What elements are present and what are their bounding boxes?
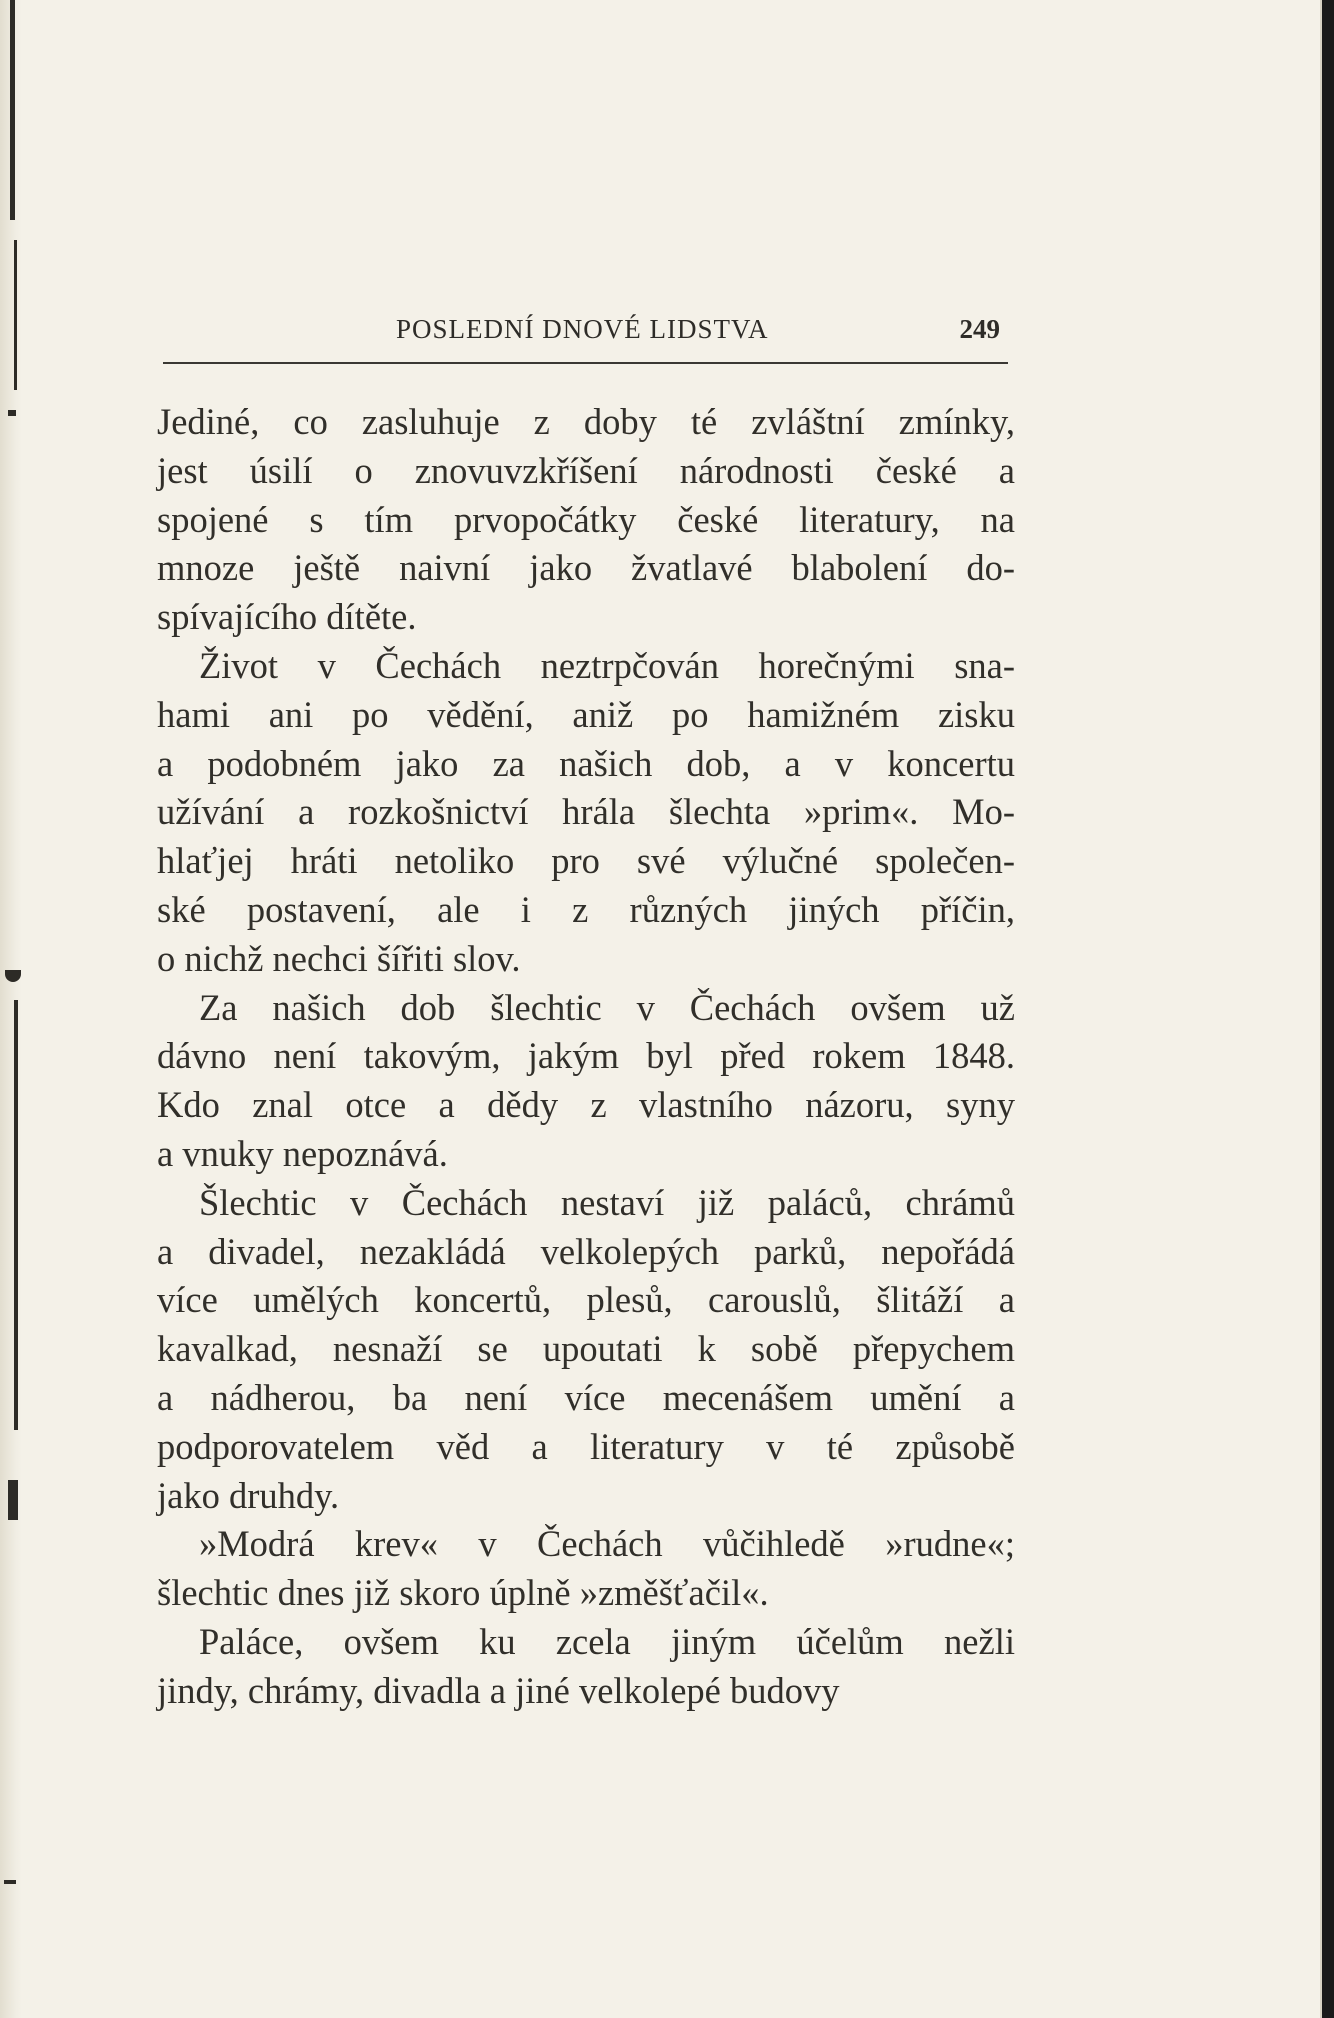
text-line: Život v Čechách neztrpčován horečnými sna- bbox=[198, 644, 1015, 686]
gutter-mark bbox=[8, 1480, 18, 1520]
running-head-title: POSLEDNÍ DNOVÉ LIDSTVA bbox=[396, 314, 769, 344]
text-line: jest úsilí o znovuvzkříšení národnosti české a bbox=[157, 449, 1015, 491]
paragraph bbox=[157, 642, 1015, 984]
text-line: a vnuky nepoznává. bbox=[157, 1132, 448, 1174]
text-line: více umělých koncertů, plesů, carouslů, šlitáží a bbox=[157, 1279, 1015, 1321]
text-line: ské postavení, ale i z různých jiných příčin, bbox=[157, 888, 1015, 930]
text-line: Za našich dob šlechtic v Čechách ovšem už bbox=[198, 986, 1015, 1028]
text-line: Kdo znal otce a dědy z vlastního názoru, syny bbox=[157, 1084, 1015, 1126]
paragraph bbox=[157, 984, 1015, 1179]
text-line: mnoze ještě naivní jako žvatlavé blabolení do- bbox=[157, 547, 1015, 589]
text-line: spojené s tím prvopočátky české literatury, na bbox=[157, 498, 1015, 540]
paragraph bbox=[157, 1520, 1015, 1618]
running-head bbox=[163, 314, 1008, 364]
gutter-mark bbox=[8, 410, 16, 416]
text-line: užívání a rozkošnictví hrála šlechta »prim«. Mo- bbox=[157, 791, 1015, 833]
text-line: Jediné, co zasluhuje z doby té zvláštní zmínky, bbox=[157, 401, 1015, 442]
gutter-mark bbox=[4, 1880, 16, 1884]
body-text bbox=[157, 398, 1015, 1716]
text-line: »Modrá krev« v Čechách vůčihledě »rudne«; bbox=[198, 1523, 1015, 1565]
text-line: Šlechtic v Čechách nestaví již paláců, chrámů bbox=[198, 1181, 1015, 1223]
text-line: spívajícího dítěte. bbox=[157, 596, 417, 638]
paragraph bbox=[157, 1618, 1015, 1716]
gutter-mark bbox=[5, 970, 21, 982]
paragraph bbox=[157, 398, 1015, 642]
gutter-mark bbox=[14, 240, 17, 390]
text-line: a divadel, nezakládá velkolepých parků, nepořádá bbox=[157, 1230, 1015, 1272]
text-line: Paláce, ovšem ku zcela jiným účelům nežli bbox=[198, 1620, 1015, 1662]
text-line: šlechtic dnes již skoro úplně »změšťačil«. bbox=[157, 1572, 769, 1614]
paragraph bbox=[157, 1179, 1015, 1521]
binding-edge bbox=[0, 0, 22, 2018]
page-edge-shadow bbox=[1322, 0, 1334, 2018]
text-line: kavalkad, nesnaží se upoutati k sobě přepychem bbox=[157, 1328, 1015, 1370]
page-number: 249 bbox=[959, 314, 1000, 344]
text-line: hami ani po vědění, aniž po hamižném zisku bbox=[157, 693, 1015, 735]
text-line: o nichž nechci šířiti slov. bbox=[157, 937, 521, 979]
gutter-mark bbox=[10, 0, 15, 220]
text-line: a nádherou, ba není více mecenášem umění a bbox=[157, 1376, 1015, 1418]
text-line: hlaťjej hráti netoliko pro své výlučné společen- bbox=[157, 840, 1015, 882]
text-line: dávno není takovým, jakým byl před rokem 1848. bbox=[157, 1035, 1015, 1077]
text-line: podporovatelem věd a literatury v té způsobě bbox=[157, 1425, 1015, 1467]
text-line: a podobném jako za našich dob, a v koncertu bbox=[157, 742, 1015, 784]
text-line: jindy, chrámy, divadla a jiné velkolepé budovy bbox=[157, 1669, 840, 1711]
text-line: jako druhdy. bbox=[157, 1474, 340, 1516]
gutter-mark bbox=[14, 1000, 18, 1430]
